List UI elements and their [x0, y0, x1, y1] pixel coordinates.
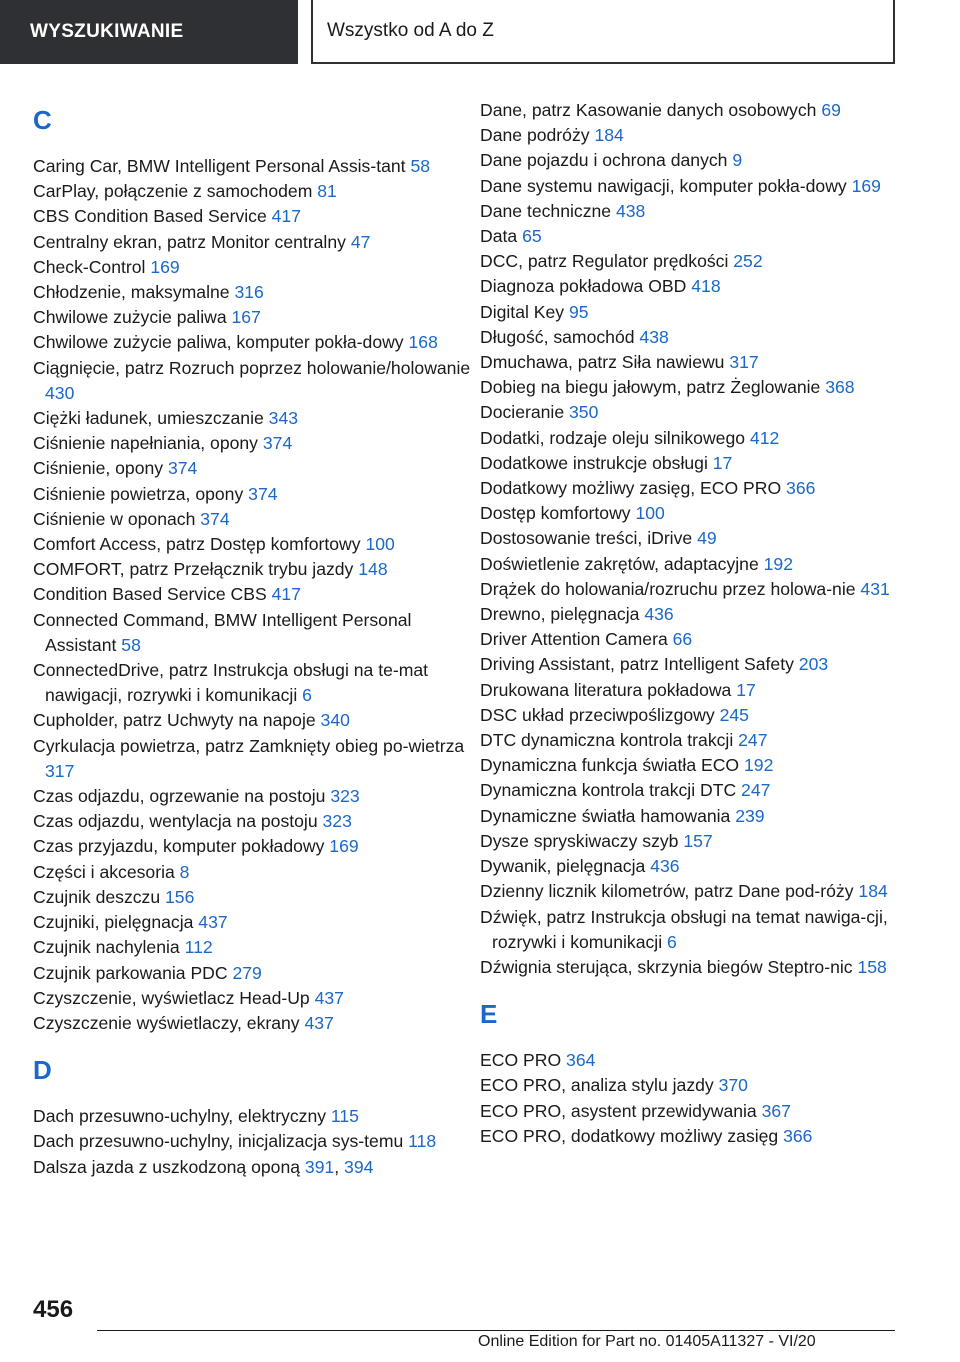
- index-entry: [33, 1011, 473, 1036]
- index-entry: [33, 885, 473, 910]
- page-reference-link[interactable]: 279: [232, 962, 262, 983]
- index-entry-text: Cupholder, patrz Uchwyty na napoje: [33, 710, 321, 731]
- page-reference-link[interactable]: 412: [749, 427, 780, 448]
- index-entry: [33, 986, 473, 1011]
- index-entry: [33, 557, 473, 582]
- page-reference-link[interactable]: 394: [344, 1156, 374, 1177]
- index-entry-text: Dynamiczna funkcja światła ECO: [480, 755, 745, 776]
- index-entry-text: Dmuchawa, patrz Siła nawiewu: [480, 352, 730, 373]
- page-reference-link[interactable]: 374: [200, 508, 230, 529]
- page-reference-link[interactable]: 58: [410, 156, 431, 176]
- page-reference-link[interactable]: 417: [271, 584, 301, 605]
- index-entry: [33, 330, 473, 355]
- page-reference-link[interactable]: 366: [783, 1125, 813, 1146]
- index-entry-text: ECO PRO, analiza stylu jazdy: [480, 1075, 719, 1096]
- index-entry: [480, 526, 912, 551]
- footer-edition: Online Edition for Part no. 01405A11327 - VI/20: [478, 1333, 816, 1350]
- page-reference-link[interactable]: 17: [712, 452, 733, 473]
- index-entry: [480, 174, 912, 199]
- index-entry-text: Dane podróży: [480, 125, 595, 146]
- page-reference-link[interactable]: 323: [322, 811, 352, 832]
- page-reference-link[interactable]: 115: [330, 1106, 359, 1127]
- index-entry: [480, 829, 912, 854]
- page-reference-link[interactable]: 192: [763, 553, 793, 574]
- index-entry: [33, 255, 473, 280]
- index-entry-text: CarPlay, połączenie z samochodem: [33, 181, 318, 202]
- index-entry: [33, 658, 473, 708]
- index-entry: [480, 501, 912, 526]
- page-reference-link[interactable]: 317: [45, 760, 75, 781]
- page-reference-link[interactable]: 252: [733, 251, 763, 272]
- index-entry: [33, 305, 473, 330]
- index-entry: [480, 300, 912, 325]
- page-reference-link[interactable]: 247: [741, 780, 771, 801]
- page-reference-link[interactable]: 239: [735, 805, 765, 826]
- index-entry: [480, 400, 912, 425]
- page-reference-link[interactable]: 438: [615, 200, 646, 221]
- page-reference-link[interactable]: 391: [304, 1156, 335, 1177]
- index-entry: [480, 1073, 912, 1098]
- page-reference-link[interactable]: 374: [167, 458, 198, 479]
- page-reference-link[interactable]: 9: [732, 150, 743, 171]
- index-entry-text: DCC, patrz Regulator prędkości: [480, 251, 734, 272]
- index-entry: [33, 608, 473, 658]
- index-entry-text: Czas odjazdu, wentylacja na postoju: [33, 811, 323, 832]
- index-entry-text: Czyszczenie, wyświetlacz Head-Up: [33, 987, 315, 1008]
- page-reference-link[interactable]: 374: [262, 433, 293, 454]
- index-entry: [480, 199, 912, 224]
- index-entry-text: ConnectedDrive, patrz Instrukcja obsługi na te-mat nawigacji, rozrywki i komunikacji: [33, 660, 429, 706]
- index-entry: [480, 703, 912, 728]
- index-entry: [480, 98, 912, 123]
- page-reference-link[interactable]: 368: [825, 377, 855, 398]
- index-entry-text: Centralny ekran, patrz Monitor centralny: [33, 231, 351, 252]
- index-entry: [480, 804, 912, 829]
- page-reference-link[interactable]: 6: [302, 685, 312, 706]
- index-entry-text: DTC dynamiczna kontrola trakcji: [480, 730, 739, 751]
- page-reference-link[interactable]: 343: [268, 408, 299, 429]
- page-reference-link[interactable]: 437: [198, 912, 228, 933]
- index-entry: [33, 582, 473, 607]
- index-entry-text: Chwilowe zużycie paliwa: [33, 307, 232, 328]
- page-reference-link[interactable]: 49: [697, 528, 717, 549]
- index-entry: [480, 224, 912, 249]
- page-reference-link[interactable]: 112: [184, 937, 213, 958]
- page-reference-link[interactable]: 350: [569, 402, 599, 423]
- page-reference-link[interactable]: 158: [857, 956, 887, 977]
- index-entry: [33, 482, 473, 507]
- page-reference-link[interactable]: 47: [350, 231, 371, 252]
- index-entry: [33, 1155, 473, 1180]
- index-entry: [480, 325, 912, 350]
- index-entry-text: Dostosowanie treści, iDrive: [480, 528, 698, 549]
- index-entry-text: Ciężki ładunek, umieszczanie: [33, 408, 269, 429]
- index-entry-text: Drążek do holowania/rozruchu przez holowa-nie: [480, 578, 861, 599]
- page-reference-link[interactable]: 366: [786, 478, 816, 499]
- page-reference-link[interactable]: 370: [718, 1075, 748, 1096]
- index-entry: [480, 879, 912, 904]
- index-entry-text: Ciśnienie powietrza, opony: [33, 483, 249, 504]
- index-entry-text: Check-Control: [33, 256, 151, 277]
- index-entry: [480, 602, 912, 627]
- index-entry: [33, 154, 473, 179]
- index-entry: [33, 507, 473, 532]
- index-letter-heading: C: [33, 105, 52, 135]
- index-entry-text: Dywanik, pielęgnacja: [480, 856, 651, 877]
- index-entry-text: Dobieg na biegu jałowym, patrz Żeglowanie: [480, 377, 826, 398]
- index-entry: [480, 652, 912, 677]
- page-reference-link[interactable]: 417: [271, 206, 301, 227]
- index-entry: [33, 230, 473, 255]
- page-reference-link[interactable]: 100: [365, 534, 395, 555]
- index-entry-text: Dane techniczne: [480, 200, 616, 221]
- index-entry-text: Data: [480, 226, 523, 247]
- index-entry: [33, 204, 473, 229]
- index-entry-text: Ciśnienie, opony: [33, 458, 168, 479]
- page-reference-link[interactable]: 436: [650, 856, 680, 877]
- index-entry: [480, 955, 912, 980]
- page-reference-link[interactable]: 169: [329, 836, 359, 857]
- index-letter-heading: D: [33, 1055, 52, 1086]
- page-reference-link[interactable]: 323: [330, 786, 360, 807]
- index-entry-text: Dane systemu nawigacji, komputer pokła-dowy: [480, 175, 852, 196]
- index-entry: [33, 179, 473, 204]
- index-entry: [480, 577, 912, 602]
- page-reference-link[interactable]: 317: [729, 352, 759, 373]
- index-entry-text: ECO PRO, dodatkowy możliwy zasięg: [480, 1125, 784, 1146]
- index-entry-text: Czujniki, pielęgnacja: [33, 912, 199, 933]
- index-entry-text: Caring Car, BMW Intelligent Personal Assis-tant: [33, 156, 411, 176]
- index-entry: [480, 249, 912, 274]
- index-entry-text: Drukowana literatura pokładowa: [480, 679, 737, 700]
- index-entry: [480, 678, 912, 703]
- page-reference-link[interactable]: 192: [744, 755, 774, 776]
- index-entry-text: Diagnoza pokładowa OBD: [480, 276, 692, 297]
- index-entry: [480, 274, 912, 299]
- index-entry: [33, 1104, 473, 1129]
- index-entry-text: Dodatkowe instrukcje obsługi: [480, 452, 713, 473]
- page-reference-link[interactable]: 367: [761, 1100, 791, 1121]
- index-entry-text: DSC układ przeciwpoślizgowy: [480, 704, 720, 725]
- index-entry-text: Driver Attention Camera: [480, 629, 673, 650]
- index-entry-text: Ciągnięcie, patrz Rozruch poprzez holowanie/holowanie: [33, 357, 471, 378]
- page-reference-link[interactable]: 184: [594, 125, 624, 146]
- page-reference-link[interactable]: 8: [179, 861, 190, 882]
- index-letter-heading: E: [480, 999, 498, 1030]
- index-entry: [33, 356, 473, 406]
- index-entry-text: Comfort Access, patrz Dostęp komfortowy: [33, 534, 366, 555]
- page-reference-link[interactable]: 148: [358, 559, 388, 580]
- page-reference-link[interactable]: 340: [320, 710, 350, 731]
- page-reference-link[interactable]: 184: [858, 881, 888, 902]
- index-entry-text: Ciśnienie napełniania, opony: [33, 433, 263, 454]
- index-entry: [480, 728, 912, 753]
- page-reference-link[interactable]: 316: [234, 282, 264, 303]
- title-tab[interactable]: Wszystko od A do Z: [311, 0, 895, 64]
- page-reference-link[interactable]: 95: [568, 301, 589, 322]
- index-entry-text: Dane, patrz Kasowanie danych osobowych: [480, 100, 822, 120]
- page-reference-link[interactable]: 437: [314, 987, 344, 1008]
- index-entry-text: Dostęp komfortowy: [480, 503, 636, 524]
- index-entry-text: Chłodzenie, maksymalne: [33, 282, 235, 303]
- section-tab[interactable]: WYSZUKIWANIE: [0, 0, 298, 64]
- page-reference-link[interactable]: 438: [639, 326, 669, 347]
- index-entry: [480, 552, 912, 577]
- index-entry-text: Connected Command, BMW Intelligent Personal Assistant: [33, 609, 412, 655]
- index-entry-text: Driving Assistant, patrz Intelligent Safety: [480, 654, 799, 675]
- index-entry: [480, 1124, 912, 1149]
- index-entry: [480, 905, 912, 955]
- page-reference-link[interactable]: 418: [691, 276, 721, 297]
- index-entry-text: ECO PRO, asystent przewidywania: [480, 1100, 762, 1121]
- page-number: 456: [33, 1296, 74, 1323]
- index-entry: [480, 451, 912, 476]
- index-entry-text: Doświetlenie zakrętów, adaptacyjne: [480, 553, 764, 574]
- index-entry-text: Drewno, pielęgnacja: [480, 604, 645, 625]
- page-reference-link[interactable]: 69: [821, 100, 841, 120]
- index-entry-text: Czujnik deszczu: [33, 886, 166, 907]
- index-entry-text: COMFORT, patrz Przełącznik trybu jazdy: [33, 559, 359, 580]
- index-entry-text: Chwilowe zużycie paliwa, komputer pokła-dowy: [33, 332, 409, 353]
- index-entry: [33, 431, 473, 456]
- page-reference-link[interactable]: 156: [165, 886, 195, 907]
- footer-divider: [97, 1330, 895, 1331]
- index-entry: [480, 148, 912, 173]
- page-reference-link[interactable]: 118: [408, 1131, 437, 1152]
- index-entry: [480, 375, 912, 400]
- index-entry-text: Digital Key: [480, 301, 569, 322]
- index-entry-text: Dach przesuwno-uchylny, inicjalizacja sys-temu: [33, 1131, 409, 1152]
- index-entry-text: Docieranie: [480, 402, 569, 423]
- index-entry-text: Czujnik nachylenia: [33, 937, 185, 958]
- index-entry-text: Dalsza jazda z uszkodzoną oponą: [33, 1156, 305, 1177]
- page-reference-link[interactable]: 81: [317, 181, 337, 202]
- index-entry-text: Dodatki, rodzaje oleju silnikowego: [480, 427, 750, 448]
- index-entry-text: Czas przyjazdu, komputer pokładowy: [33, 836, 330, 857]
- index-entry-text: Dane pojazdu i ochrona danych: [480, 150, 733, 171]
- index-entry: [480, 1048, 912, 1073]
- index-entry: [33, 834, 473, 859]
- page-reference-link[interactable]: 169: [150, 256, 180, 277]
- index-entry-text: Dźwięk, patrz Instrukcja obsługi na temat nawiga-cji, rozrywki i komunikacji: [480, 906, 888, 952]
- page-reference-link[interactable]: 203: [798, 654, 829, 675]
- index-entry-text: Dach przesuwno-uchylny, elektryczny: [33, 1106, 331, 1127]
- index-entry: [480, 476, 912, 501]
- index-entry-text: Dynamiczna kontrola trakcji DTC: [480, 780, 742, 801]
- index-entry: [480, 627, 912, 652]
- page-reference-link[interactable]: 437: [304, 1012, 334, 1033]
- index-entry-text: Długość, samochód: [480, 326, 640, 347]
- index-column-right: [480, 98, 912, 1149]
- index-entry-text: CBS Condition Based Service: [33, 206, 272, 227]
- page-reference-link[interactable]: 100: [635, 503, 665, 524]
- page-reference-link[interactable]: 58: [121, 634, 141, 655]
- page-reference-link[interactable]: 157: [683, 830, 713, 851]
- index-entry-text: Części i akcesoria: [33, 861, 180, 882]
- index-entry-text: Dźwignia sterująca, skrzynia biegów Steptro-nic: [480, 956, 858, 977]
- index-entry: [33, 406, 473, 431]
- index-entry-text: Dynamiczne światła hamowania: [480, 805, 736, 826]
- index-entry-text: Czujnik parkowania PDC: [33, 962, 233, 983]
- index-entry-text: Ciśnienie w oponach: [33, 508, 201, 529]
- index-entry: [33, 1129, 473, 1154]
- index-entry: [33, 809, 473, 834]
- index-entry: [33, 708, 473, 733]
- index-entry: [33, 961, 473, 986]
- index-entry-text: Dzienny licznik kilometrów, patrz Dane pod-róży: [480, 881, 859, 902]
- index-entry: [33, 910, 473, 935]
- page-reference-link[interactable]: 430: [45, 382, 75, 403]
- index-entry: [480, 1099, 912, 1124]
- index-entry-text: Condition Based Service CBS: [33, 584, 272, 605]
- index-entry-text: ECO PRO: [480, 1050, 567, 1071]
- page-reference-link[interactable]: 364: [566, 1050, 596, 1071]
- page-reference-link[interactable]: 168: [408, 332, 438, 353]
- page-reference-link[interactable]: 436: [644, 604, 674, 625]
- index-entry: [480, 854, 912, 879]
- index-entry: [33, 532, 473, 557]
- index-entry-text: Cyrkulacja powietrza, patrz Zamknięty obieg po-wietrza: [33, 735, 465, 756]
- index-entry: [33, 860, 473, 885]
- page-reference-link[interactable]: 374: [248, 483, 278, 504]
- index-entry: [33, 456, 473, 481]
- index-entry: [480, 426, 912, 451]
- index-entry: [480, 753, 912, 778]
- index-entry: [33, 734, 473, 784]
- index-entry: [33, 784, 473, 809]
- index-entry: [33, 280, 473, 305]
- page-reference-link[interactable]: 169: [851, 175, 881, 196]
- index-entry-text: Dysze spryskiwaczy szyb: [480, 830, 684, 851]
- index-entry-text: Dodatkowy możliwy zasięg, ECO PRO: [480, 478, 787, 499]
- page-reference-link[interactable]: 17: [736, 679, 756, 700]
- index-entry: [480, 350, 912, 375]
- page-reference-link[interactable]: 65: [522, 226, 542, 247]
- page-reference-link[interactable]: 247: [738, 730, 768, 751]
- page-reference-link[interactable]: 6: [667, 931, 677, 952]
- header: [0, 0, 960, 66]
- index-entry-text: Czyszczenie wyświetlaczy, ekrany: [33, 1012, 305, 1033]
- index-entry: [480, 778, 912, 803]
- page-reference-link[interactable]: 431: [860, 578, 890, 599]
- page-reference-link[interactable]: 245: [719, 704, 749, 725]
- index-entry-text: Czas odjazdu, ogrzewanie na postoju: [33, 786, 331, 807]
- index-column-left: [33, 98, 473, 1180]
- page-reference-link[interactable]: 167: [231, 307, 261, 328]
- page-separator: ,: [334, 1156, 345, 1177]
- page-reference-link[interactable]: 66: [672, 629, 693, 650]
- index-entry: [480, 123, 912, 148]
- index-entry: [33, 935, 473, 960]
